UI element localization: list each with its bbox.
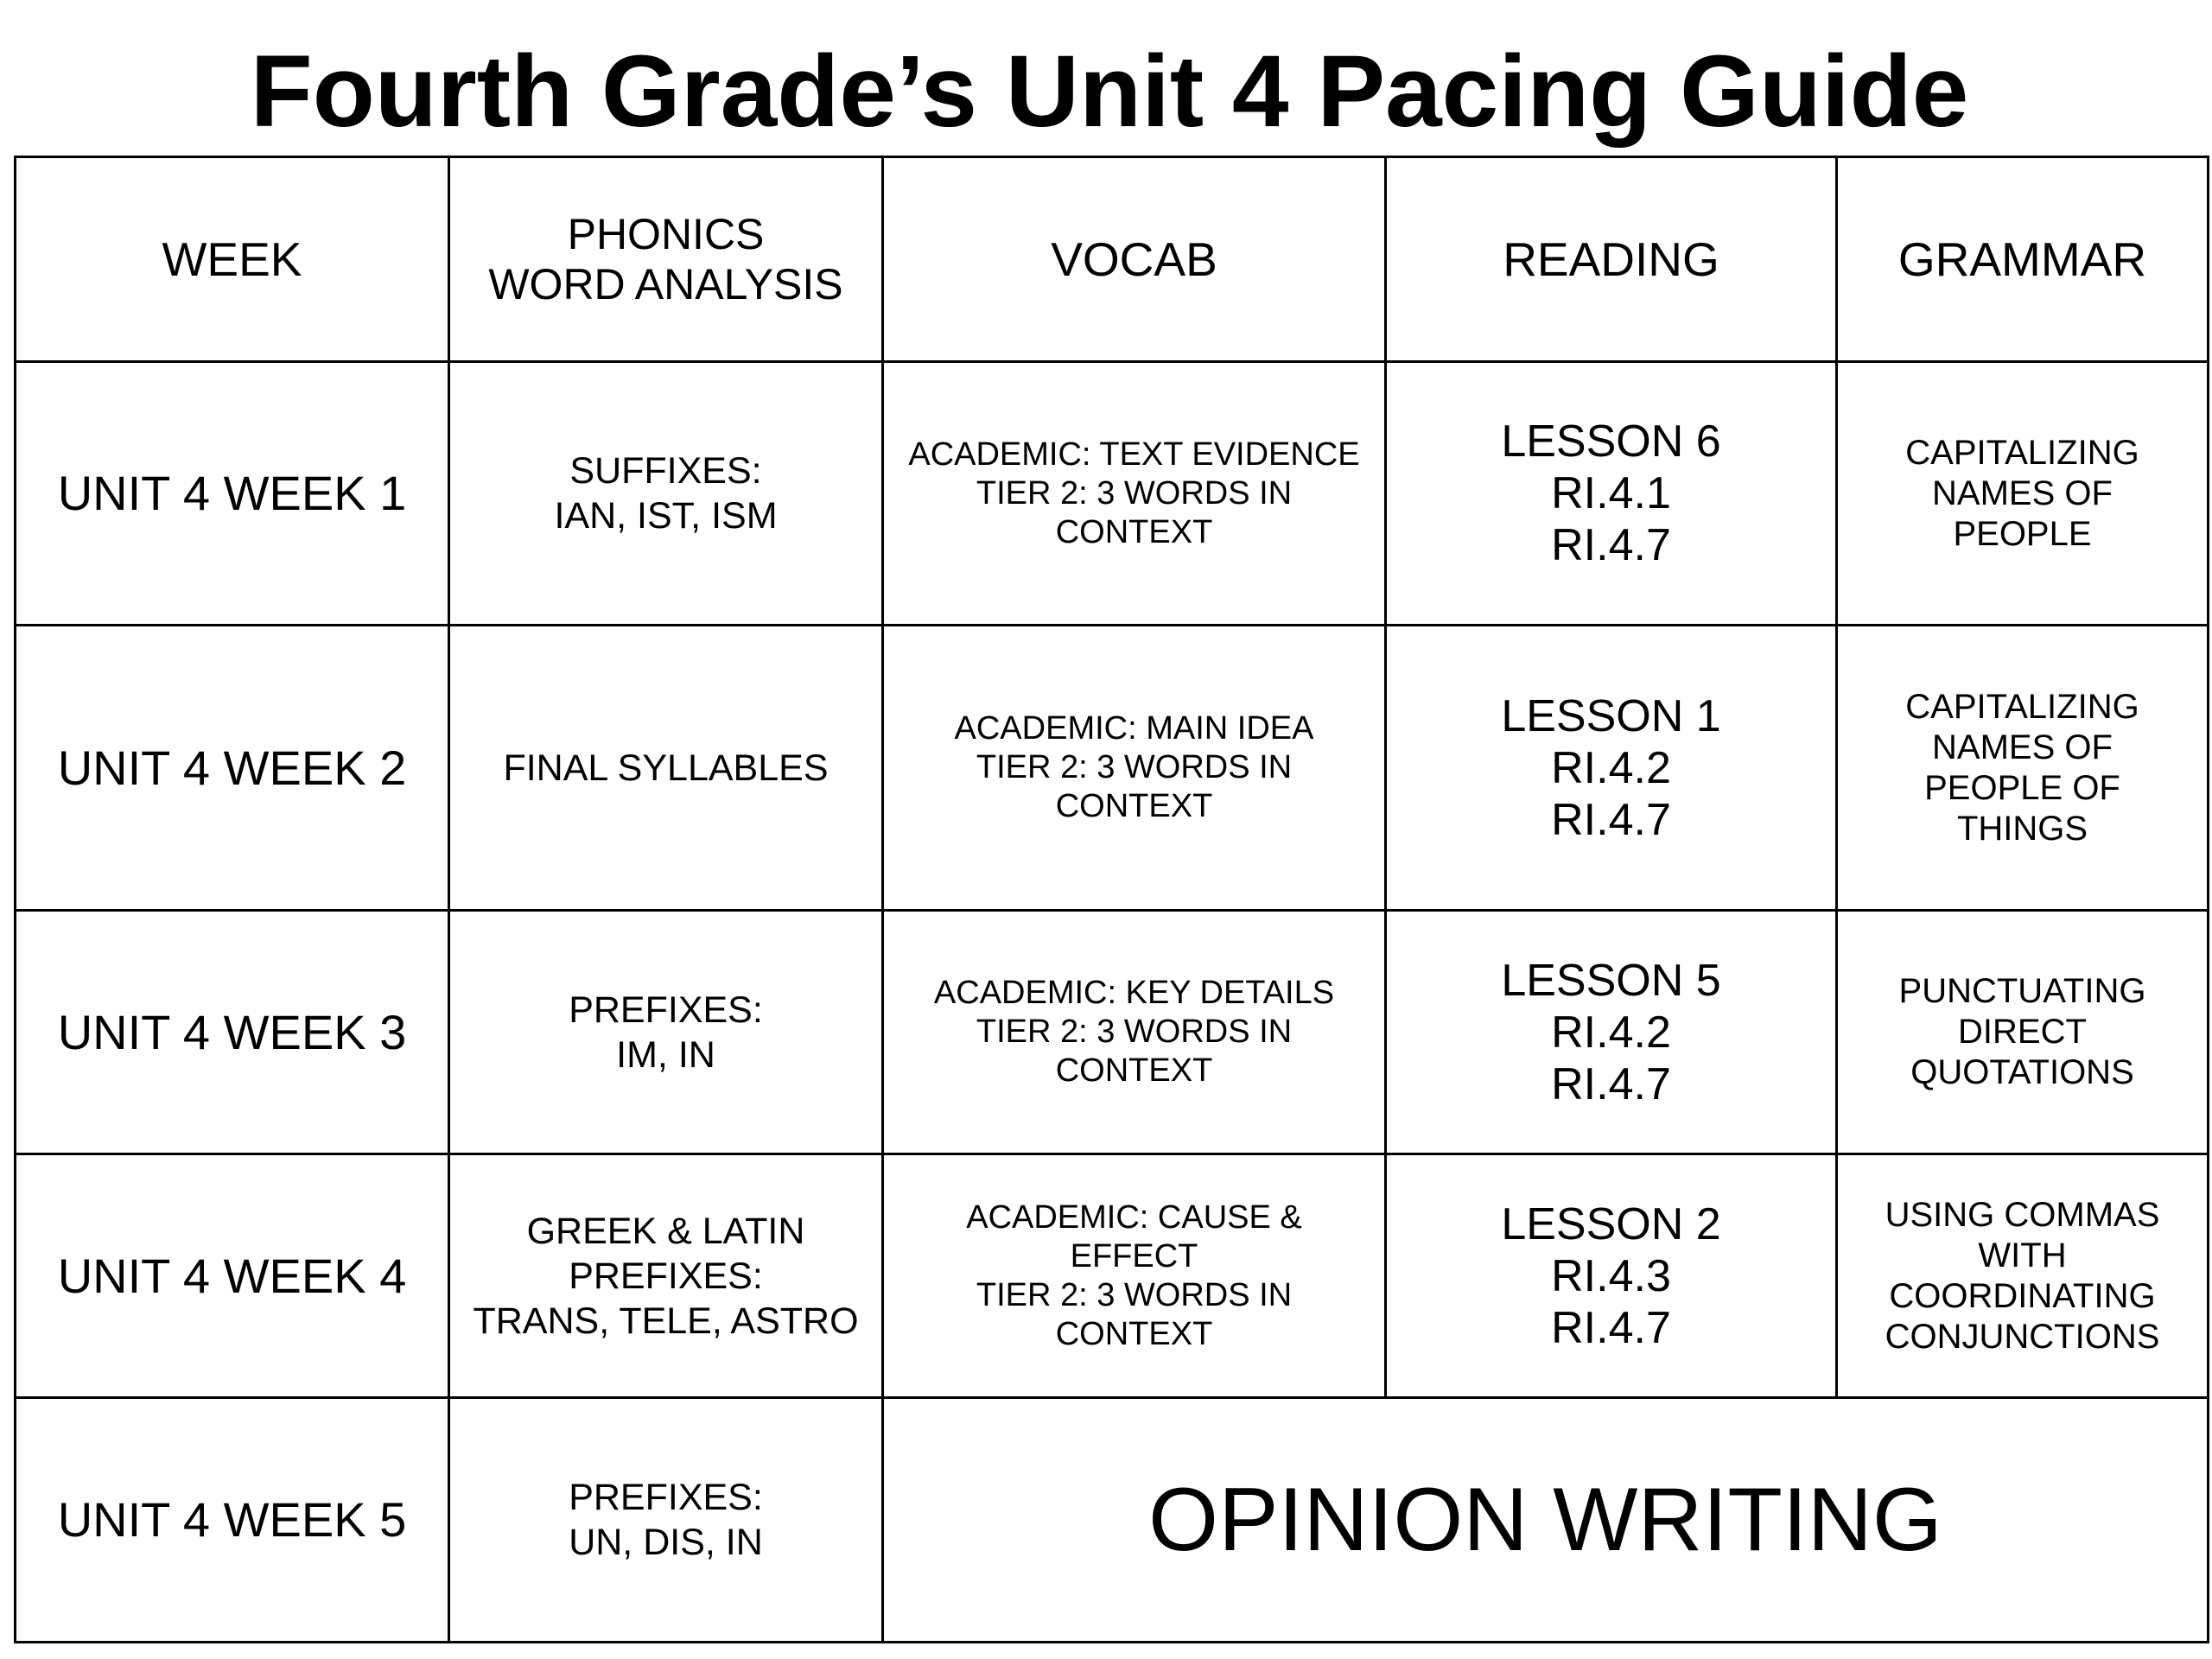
reading-cell: LESSON 1 RI.4.2 RI.4.7	[1386, 626, 1837, 911]
week-cell: UNIT 4 WEEK 2	[16, 626, 449, 911]
week-cell: UNIT 4 WEEK 4	[16, 1154, 449, 1398]
pacing-guide-table	[14, 156, 2209, 1643]
table-row	[16, 1154, 2209, 1398]
week-cell: UNIT 4 WEEK 3	[16, 911, 449, 1154]
grammar-cell: PUNCTUATING DIRECT QUOTATIONS	[1837, 911, 2209, 1154]
table-row	[16, 362, 2209, 626]
vocab-cell: ACADEMIC: CAUSE & EFFECT TIER 2: 3 WORDS IN CONTEXT	[883, 1154, 1386, 1398]
reading-cell: LESSON 5 RI.4.2 RI.4.7	[1386, 911, 1837, 1154]
table-header-row	[16, 157, 2209, 362]
page-title: Fourth Grade’s Unit 4 Pacing Guide	[250, 35, 1969, 149]
opinion-writing-cell: OPINION WRITING	[883, 1398, 2209, 1643]
reading-cell: LESSON 6 RI.4.1 RI.4.7	[1386, 362, 1837, 626]
reading-cell: LESSON 2 RI.4.3 RI.4.7	[1386, 1154, 1837, 1398]
table-row	[16, 911, 2209, 1154]
phonics-cell: GREEK & LATIN PREFIXES: TRANS, TELE, ASTRO	[449, 1154, 883, 1398]
header-phonics: PHONICS WORD ANALYSIS	[449, 157, 883, 362]
phonics-cell: PREFIXES: UN, DIS, IN	[449, 1398, 883, 1643]
grammar-cell: USING COMMAS WITH COORDINATING CONJUNCTIONS	[1837, 1154, 2209, 1398]
week-cell: UNIT 4 WEEK 5	[16, 1398, 449, 1643]
header-week: WEEK	[16, 157, 449, 362]
table-row	[16, 626, 2209, 911]
header-vocab: VOCAB	[883, 157, 1386, 362]
vocab-cell: ACADEMIC: MAIN IDEA TIER 2: 3 WORDS IN CONTEXT	[883, 626, 1386, 911]
table-row	[16, 1398, 2209, 1643]
phonics-cell: SUFFIXES: IAN, IST, ISM	[449, 362, 883, 626]
week-cell: UNIT 4 WEEK 1	[16, 362, 449, 626]
phonics-cell: FINAL SYLLABLES	[449, 626, 883, 911]
grammar-cell: CAPITALIZING NAMES OF PEOPLE	[1837, 362, 2209, 626]
vocab-cell: ACADEMIC: TEXT EVIDENCE TIER 2: 3 WORDS IN CONTEXT	[883, 362, 1386, 626]
vocab-cell: ACADEMIC: KEY DETAILS TIER 2: 3 WORDS IN CONTEXT	[883, 911, 1386, 1154]
header-grammar: GRAMMAR	[1837, 157, 2209, 362]
grammar-cell: CAPITALIZING NAMES OF PEOPLE OF THINGS	[1837, 626, 2209, 911]
header-reading: READING	[1386, 157, 1837, 362]
phonics-cell: PREFIXES: IM, IN	[449, 911, 883, 1154]
